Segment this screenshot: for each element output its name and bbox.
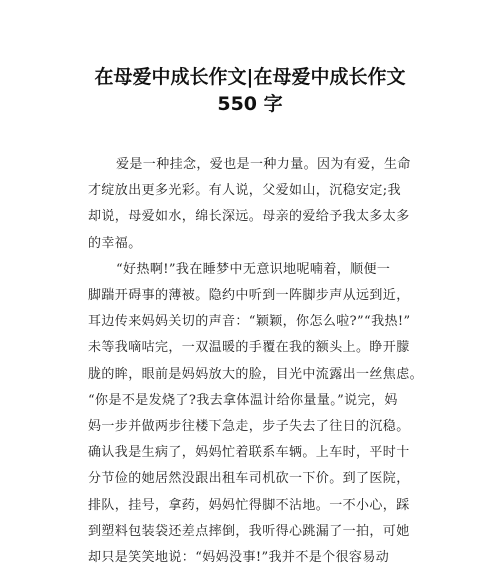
paragraph-line: 脚踹开碍事的薄被。隐约中听到一阵脚步声从远到近， — [88, 288, 410, 304]
paragraph-line: 排队，挂号，拿药，妈妈忙得脚不沾地。一不小心，踩 — [88, 497, 410, 513]
document-title — [0, 64, 500, 118]
paragraph-line: 爱是一种挂念，爱也是一种力量。因为有爱，生命 — [116, 157, 411, 172]
document-body — [88, 152, 424, 566]
paragraph-line: “你是不是发烧了?我去拿体温计给你量量。”说完，妈 — [88, 392, 398, 408]
paragraph-line: 却只是笑笑地说：“妈妈没事!”我并不是个很容易动 — [88, 550, 390, 566]
paragraph-line: “好热啊!”我在睡梦中无意识地呢喃着，顺便一 — [116, 261, 391, 277]
paragraph-line: 却说，母爱如水，绵长深远。母亲的爱给予我太多太多 — [88, 209, 410, 225]
paragraph-1 — [88, 152, 418, 257]
paragraph-line: 妈一步并做两步往楼下急走，步子失去了往日的沉稳。 — [88, 419, 410, 435]
document-title-line-2: 550 字 — [217, 93, 283, 115]
paragraph-line: 分节俭的她居然没跟出租车司机砍一下价。到了医院， — [88, 471, 410, 487]
paragraph-line: 的幸福。 — [88, 235, 142, 251]
document-title-line-1: 在母爱中成长作文|在母爱中成长作文 — [94, 66, 406, 88]
paragraph-line: 才绽放出更多光彩。有人说，父爱如山，沉稳安定;我 — [88, 183, 401, 199]
paragraph-2 — [88, 257, 424, 566]
paragraph-line: 胧的眸，眼前是妈妈放大的脸，目光中流露出一丝焦虑。 — [88, 366, 424, 382]
paragraph-line: 到塑料包装袋还差点摔倒，我听得心跳漏了一拍，可她 — [88, 523, 410, 539]
paragraph-line: 耳边传来妈妈关切的声音：“颖颖，你怎么啦?”“我热!” — [88, 314, 411, 330]
paragraph-line: 未等我嘀咕完，一双温暖的手覆在我的额头上。睁开朦 — [88, 340, 410, 356]
paragraph-line: 确认我是生病了，妈妈忙着联系车辆。上车时，平时十 — [88, 445, 410, 461]
